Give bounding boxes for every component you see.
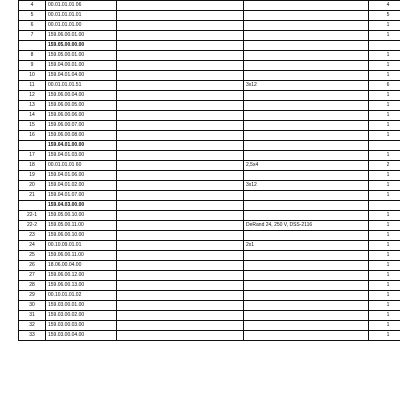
part-name	[117, 311, 244, 321]
row-number: 27	[19, 271, 46, 281]
part-code: 159.06.00.04.00	[46, 91, 117, 101]
part-code: 159.06.00.12.00	[46, 271, 117, 281]
part-spec	[244, 261, 369, 271]
row-number: 11	[19, 81, 46, 91]
table-row	[19, 131, 400, 141]
row-number: 29	[19, 291, 46, 301]
table-group-row	[19, 141, 400, 151]
row-number: 30	[19, 301, 46, 311]
part-code: 159.06.00.05.00	[46, 101, 117, 111]
part-name	[117, 221, 244, 231]
table-row	[19, 221, 400, 231]
row-number	[19, 41, 46, 51]
part-name	[117, 91, 244, 101]
table-row	[19, 71, 400, 81]
part-spec	[244, 21, 369, 31]
part-spec	[244, 251, 369, 261]
part-code: 159.03.00.01.00	[46, 301, 117, 311]
row-number: 14	[19, 111, 46, 121]
table-row	[19, 111, 400, 121]
table-row	[19, 61, 400, 71]
table-group-row	[19, 201, 400, 211]
part-code: 159.03.00.04.00	[46, 331, 117, 341]
row-number: 7	[19, 31, 46, 41]
part-name	[117, 61, 244, 71]
row-number: 25	[19, 251, 46, 261]
part-spec	[244, 71, 369, 81]
table-row	[19, 151, 400, 161]
part-qty: 1	[369, 241, 400, 251]
part-code: 159.03.00.03.00	[46, 321, 117, 331]
part-code: 159.05.00.00.00	[46, 41, 117, 51]
part-name	[117, 21, 244, 31]
part-code: 159.04.01.04.00	[46, 71, 117, 81]
part-spec	[244, 41, 369, 51]
row-number: 16	[19, 131, 46, 141]
part-code: 00.01.01.01.51	[46, 81, 117, 91]
part-qty: 1	[369, 51, 400, 61]
part-code: 159.03.00.02.00	[46, 311, 117, 321]
part-qty: 1	[369, 251, 400, 261]
row-number: 23	[19, 231, 46, 241]
table-row	[19, 51, 400, 61]
part-qty: 1	[369, 71, 400, 81]
part-qty	[369, 141, 400, 151]
table-group-row	[19, 41, 400, 51]
part-name	[117, 251, 244, 261]
part-qty: 2	[369, 161, 400, 171]
part-qty: 1	[369, 31, 400, 41]
table-row	[19, 271, 400, 281]
part-spec: 3x12	[244, 181, 369, 191]
part-spec	[244, 281, 369, 291]
part-name	[117, 181, 244, 191]
part-spec	[244, 171, 369, 181]
table-row	[19, 281, 400, 291]
part-qty: 1	[369, 311, 400, 321]
table-row	[19, 121, 400, 131]
row-number: 4	[19, 1, 46, 11]
part-spec	[244, 231, 369, 241]
table-row	[19, 91, 400, 101]
part-qty: 1	[369, 321, 400, 331]
part-spec	[244, 201, 369, 211]
part-spec	[244, 291, 369, 301]
part-code: 00.10.01.01.02	[46, 291, 117, 301]
row-number: 10	[19, 71, 46, 81]
part-qty	[369, 41, 400, 51]
part-spec	[244, 61, 369, 71]
part-qty: 1	[369, 91, 400, 101]
part-qty: 1	[369, 101, 400, 111]
row-number: 9	[19, 61, 46, 71]
part-spec	[244, 1, 369, 11]
part-code: 159.04.01.02.00	[46, 181, 117, 191]
part-qty: 5	[369, 11, 400, 21]
part-name	[117, 111, 244, 121]
part-code: 00.01.01.01.00	[46, 21, 117, 31]
part-spec: 3x12	[244, 81, 369, 91]
part-spec	[244, 211, 369, 221]
row-number: 24	[19, 241, 46, 251]
part-code: 00.01.01.01.01	[46, 11, 117, 21]
part-qty: 1	[369, 171, 400, 181]
part-code: 159.05.00.11.00	[46, 221, 117, 231]
part-code: 00.01.01.01 60	[46, 161, 117, 171]
part-name	[117, 51, 244, 61]
part-name	[117, 231, 244, 241]
part-spec	[244, 101, 369, 111]
row-number: 28	[19, 281, 46, 291]
part-qty: 1	[369, 281, 400, 291]
spec-table	[18, 0, 400, 341]
row-number: 32	[19, 321, 46, 331]
part-code: 159.04.01.07.00	[46, 191, 117, 201]
part-spec	[244, 51, 369, 61]
part-name	[117, 101, 244, 111]
part-code: 159.05.00.10.00	[46, 211, 117, 221]
part-spec	[244, 111, 369, 121]
part-qty: 1	[369, 231, 400, 241]
part-name	[117, 281, 244, 291]
row-number: 5	[19, 11, 46, 21]
part-spec: 2x1	[244, 241, 369, 251]
table-row	[19, 31, 400, 41]
row-number: 8	[19, 51, 46, 61]
part-spec	[244, 31, 369, 41]
part-qty: 1	[369, 111, 400, 121]
part-code: 159.06.00.13.00	[46, 281, 117, 291]
part-name	[117, 211, 244, 221]
part-code: 159.06.00.10.00	[46, 231, 117, 241]
table-row	[19, 301, 400, 311]
part-spec	[244, 311, 369, 321]
table-row	[19, 321, 400, 331]
part-spec	[244, 11, 369, 21]
part-spec	[244, 301, 369, 311]
part-code: 159.04.01.03.00	[46, 151, 117, 161]
part-name	[117, 271, 244, 281]
table-row	[19, 291, 400, 301]
part-qty: 1	[369, 271, 400, 281]
part-qty: 1	[369, 151, 400, 161]
table-row	[19, 21, 400, 31]
part-name	[117, 121, 244, 131]
table-row	[19, 81, 400, 91]
part-name	[117, 131, 244, 141]
table-row	[19, 181, 400, 191]
part-qty: 1	[369, 61, 400, 71]
row-number: 12	[19, 91, 46, 101]
part-qty: 1	[369, 131, 400, 141]
part-qty: 1	[369, 331, 400, 341]
part-name	[117, 141, 244, 151]
part-qty: 1	[369, 211, 400, 221]
row-number	[19, 141, 46, 151]
part-qty: 1	[369, 291, 400, 301]
part-name	[117, 191, 244, 201]
table-row	[19, 171, 400, 181]
part-code: 159.06.00.06.00	[46, 111, 117, 121]
spec-table-body	[19, 1, 400, 341]
table-row	[19, 241, 400, 251]
part-spec	[244, 91, 369, 101]
row-number: 17	[19, 151, 46, 161]
part-code: 159.06.00.07.00	[46, 121, 117, 131]
part-name	[117, 41, 244, 51]
part-name	[117, 261, 244, 271]
table-row	[19, 331, 400, 341]
part-name	[117, 81, 244, 91]
part-name	[117, 71, 244, 81]
row-number: 20	[19, 181, 46, 191]
part-qty: 4	[369, 1, 400, 11]
part-name	[117, 331, 244, 341]
part-qty: 1	[369, 121, 400, 131]
part-name	[117, 31, 244, 41]
part-qty: 1	[369, 301, 400, 311]
part-spec: 2,5x4	[244, 161, 369, 171]
part-spec	[244, 151, 369, 161]
part-name	[117, 321, 244, 331]
part-code: 159.06.00.11.00	[46, 251, 117, 261]
part-name	[117, 11, 244, 21]
row-number: 13	[19, 101, 46, 111]
part-qty: 1	[369, 221, 400, 231]
part-name	[117, 1, 244, 11]
part-code: 159.05.00.01.00	[46, 51, 117, 61]
table-row	[19, 101, 400, 111]
part-code: 159.06.00.08.00	[46, 131, 117, 141]
row-number: 15	[19, 121, 46, 131]
table-row	[19, 1, 400, 11]
row-number: 19	[19, 171, 46, 181]
row-number: 22-1	[19, 211, 46, 221]
table-row	[19, 161, 400, 171]
part-spec	[244, 331, 369, 341]
row-number: 26	[19, 261, 46, 271]
part-qty: 6	[369, 81, 400, 91]
part-name	[117, 161, 244, 171]
part-qty: 1	[369, 21, 400, 31]
row-number: 21	[19, 191, 46, 201]
part-code: 159.04.03.00.00	[46, 201, 117, 211]
part-qty	[369, 201, 400, 211]
row-number: 31	[19, 311, 46, 321]
part-spec	[244, 131, 369, 141]
part-code: 159.04.01.00.00	[46, 141, 117, 151]
part-code: 00.10.09.01.01	[46, 241, 117, 251]
table-row	[19, 191, 400, 201]
part-code: 00.01.01.01 06	[46, 1, 117, 11]
part-name	[117, 171, 244, 181]
spec-sheet	[18, 0, 390, 341]
part-code: 159.04.01.06.00	[46, 171, 117, 181]
part-spec	[244, 271, 369, 281]
table-row	[19, 251, 400, 261]
part-code: 159.06.00.01.00	[46, 31, 117, 41]
part-name	[117, 151, 244, 161]
part-spec	[244, 321, 369, 331]
part-spec	[244, 121, 369, 131]
part-name	[117, 291, 244, 301]
table-row	[19, 311, 400, 321]
part-spec	[244, 141, 369, 151]
part-name	[117, 241, 244, 251]
table-row	[19, 261, 400, 271]
part-code: 18.06.00.04.00	[46, 261, 117, 271]
part-qty: 1	[369, 261, 400, 271]
table-row	[19, 211, 400, 221]
table-row	[19, 11, 400, 21]
part-code: 159.04.00.01.00	[46, 61, 117, 71]
table-row	[19, 231, 400, 241]
part-spec: DeRand 24, 250 V, DSS-2116	[244, 221, 369, 231]
row-number: 33	[19, 331, 46, 341]
part-spec	[244, 191, 369, 201]
row-number: 18	[19, 161, 46, 171]
part-name	[117, 201, 244, 211]
part-name	[117, 301, 244, 311]
row-number: 22-2	[19, 221, 46, 231]
part-qty: 1	[369, 181, 400, 191]
row-number: 6	[19, 21, 46, 31]
part-qty: 1	[369, 191, 400, 201]
row-number	[19, 201, 46, 211]
